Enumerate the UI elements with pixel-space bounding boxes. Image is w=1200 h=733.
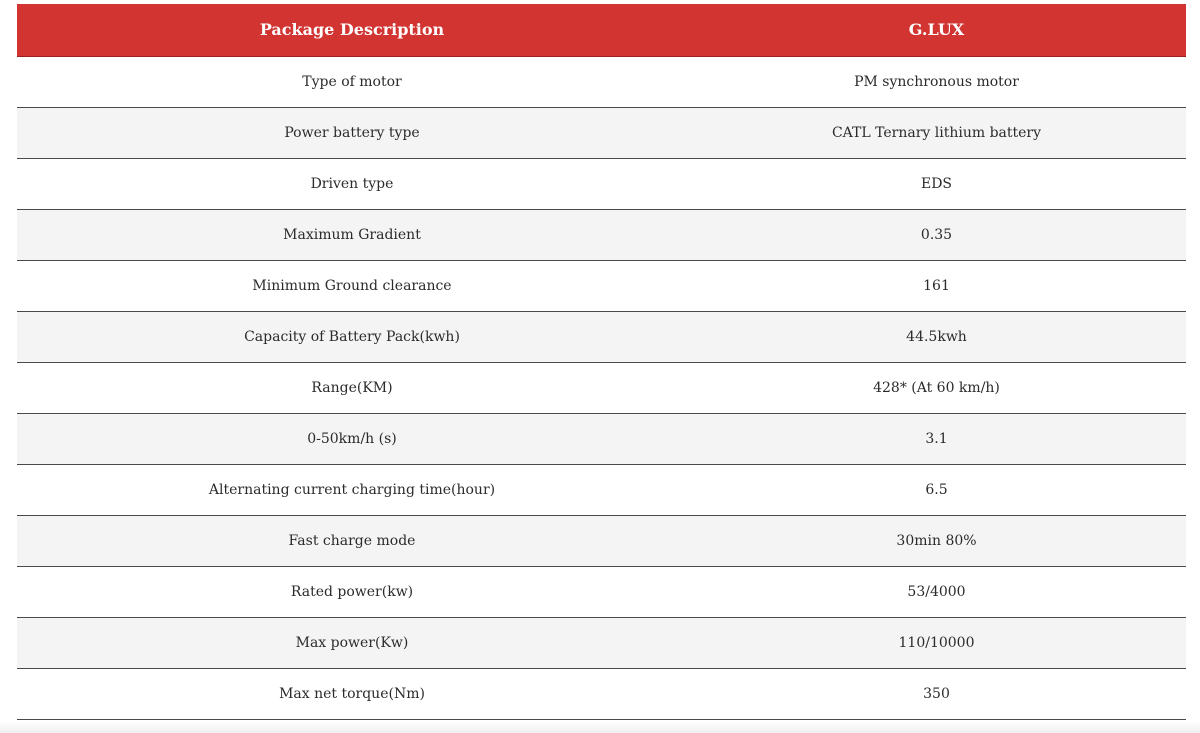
spec-value-cell: 161 [687, 260, 1186, 311]
spec-label-cell: Power battery type [17, 107, 687, 158]
spec-label-cell: 0-50km/h (s) [17, 413, 687, 464]
spec-value-cell: 44.5kwh [687, 311, 1186, 362]
spec-label-cell: Max net torque(Nm) [17, 668, 687, 719]
spec-value-cell: 110/10000 [687, 617, 1186, 668]
spec-table [17, 4, 1186, 720]
spec-label-cell: Max power(Kw) [17, 617, 687, 668]
spec-value-cell: 30min 80% [687, 515, 1186, 566]
spec-value-cell: 0.35 [687, 209, 1186, 260]
spec-label-cell: Type of motor [17, 56, 687, 107]
table-row [17, 566, 1186, 617]
spec-value-cell: 53/4000 [687, 566, 1186, 617]
spec-value-cell: PM synchronous motor [687, 56, 1186, 107]
spec-value-cell: 350 [687, 668, 1186, 719]
table-row [17, 311, 1186, 362]
spec-label-cell: Fast charge mode [17, 515, 687, 566]
spec-label-cell: Minimum Ground clearance [17, 260, 687, 311]
spec-value-cell: 3.1 [687, 413, 1186, 464]
spec-label-cell: Rated power(kw) [17, 566, 687, 617]
spec-value-cell: EDS [687, 158, 1186, 209]
table-row [17, 413, 1186, 464]
spec-label-cell: Alternating current charging time(hour) [17, 464, 687, 515]
spec-label-cell: Capacity of Battery Pack(kwh) [17, 311, 687, 362]
table-row [17, 260, 1186, 311]
spec-value-cell: 428* (At 60 km/h) [687, 362, 1186, 413]
table-header [17, 4, 1186, 56]
spec-table-container [17, 4, 1186, 720]
header-row [17, 4, 1186, 56]
table-row [17, 107, 1186, 158]
spec-value-cell: CATL Ternary lithium battery [687, 107, 1186, 158]
table-row [17, 56, 1186, 107]
spec-label-cell: Driven type [17, 158, 687, 209]
table-row [17, 362, 1186, 413]
header-model-name: G.LUX [687, 4, 1186, 56]
header-package-description: Package Description [17, 4, 687, 56]
table-row [17, 668, 1186, 719]
table-row [17, 209, 1186, 260]
table-row [17, 617, 1186, 668]
table-row [17, 515, 1186, 566]
spec-label-cell: Maximum Gradient [17, 209, 687, 260]
table-body [17, 56, 1186, 719]
spec-value-cell: 6.5 [687, 464, 1186, 515]
bottom-edge-shadow [0, 721, 1200, 733]
table-row [17, 464, 1186, 515]
table-row [17, 158, 1186, 209]
spec-label-cell: Range(KM) [17, 362, 687, 413]
